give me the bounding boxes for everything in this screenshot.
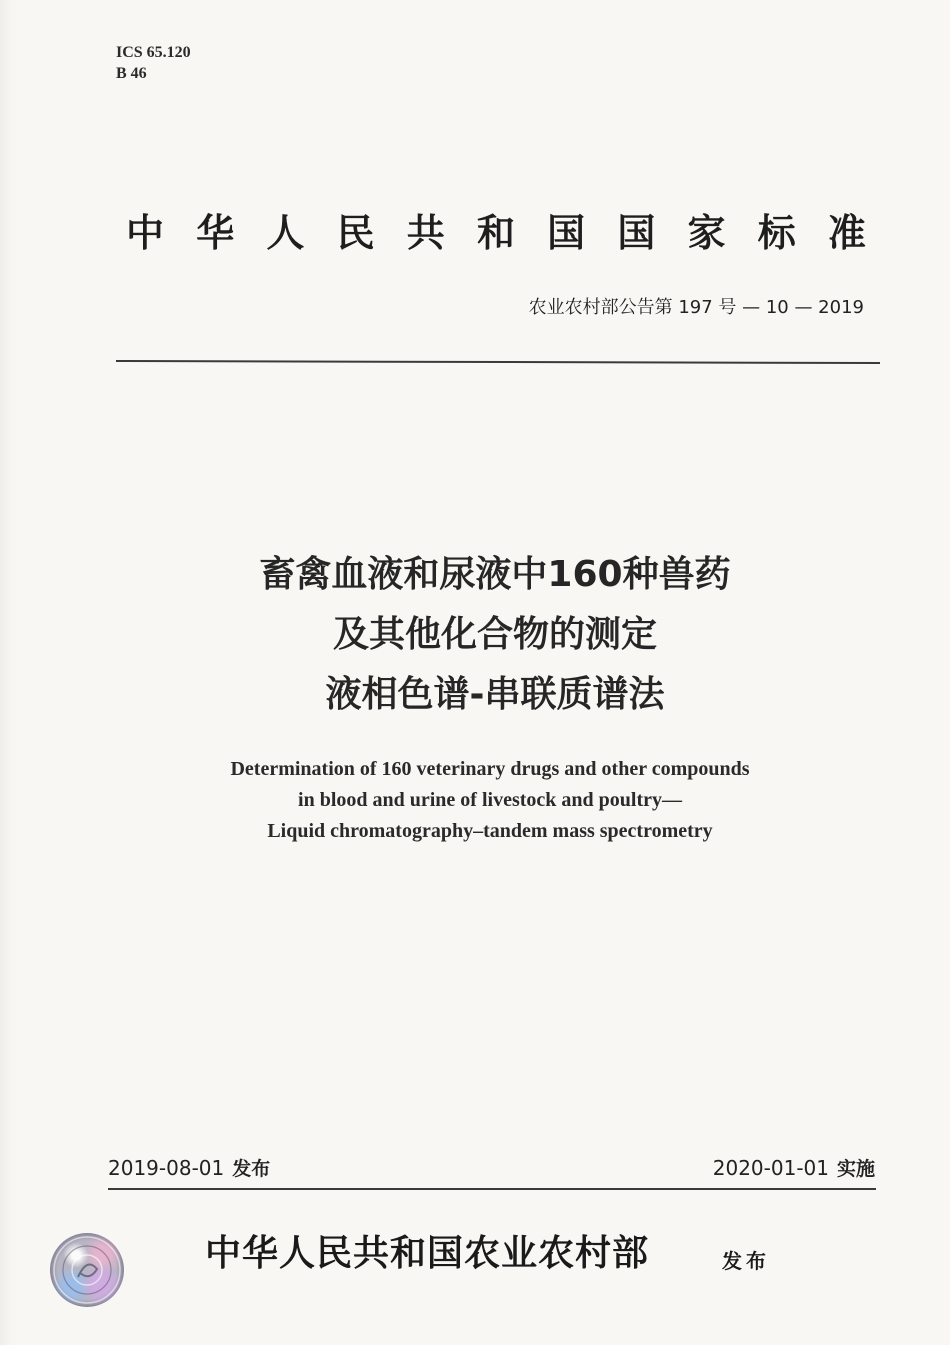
chinese-title-line: 畜禽血液和尿液中160种兽药: [259, 554, 731, 595]
heading-char: 华: [196, 210, 235, 255]
heading-char: 国: [617, 210, 656, 255]
english-title-line: Determination of 160 veterinary drugs and other compounds: [230, 758, 750, 780]
hologram-seal-icon: [50, 1233, 124, 1307]
heading-char: 中: [126, 210, 165, 255]
top-divider: [116, 360, 880, 364]
heading-char: 准: [827, 210, 866, 255]
issue-date-suffix: 发布: [232, 1158, 271, 1180]
publisher-name: 中华人民共和国农业农村部: [205, 1232, 650, 1274]
national-standard-heading: [126, 205, 866, 261]
bottom-divider: [108, 1188, 876, 1190]
heading-char: 家: [687, 210, 726, 255]
chinese-title-line: 液相色谱-串联质谱法: [325, 674, 665, 715]
heading-char: 民: [336, 210, 375, 255]
standard-number: 农业农村部公告第 197 号 — 10 — 2019: [528, 297, 864, 318]
classification-codes: [116, 42, 191, 84]
heading-char: 和: [476, 210, 515, 255]
ics-code: ICS 65.120: [116, 44, 191, 61]
implementation-date: [713, 1153, 875, 1184]
english-title: [0, 754, 950, 847]
implementation-date-suffix: 实施: [836, 1158, 875, 1180]
english-title-line: in blood and urine of livestock and poultry—: [298, 789, 682, 811]
ccs-code: B 46: [116, 65, 147, 82]
implementation-date-value: 2020-01-01: [712, 1156, 829, 1180]
issue-date-value: 2019-08-01: [108, 1156, 225, 1180]
publish-label: 发布: [722, 1249, 770, 1273]
heading-char: 共: [406, 210, 445, 255]
heading-char: 人: [266, 210, 305, 255]
issue-date: [108, 1153, 270, 1184]
chinese-title-line: 及其他化合物的测定: [332, 614, 657, 655]
heading-char: 国: [547, 210, 586, 255]
english-title-line: Liquid chromatography–tandem mass spectrometry: [267, 820, 713, 842]
heading-char: 标: [757, 210, 796, 255]
chinese-title: [0, 545, 950, 725]
